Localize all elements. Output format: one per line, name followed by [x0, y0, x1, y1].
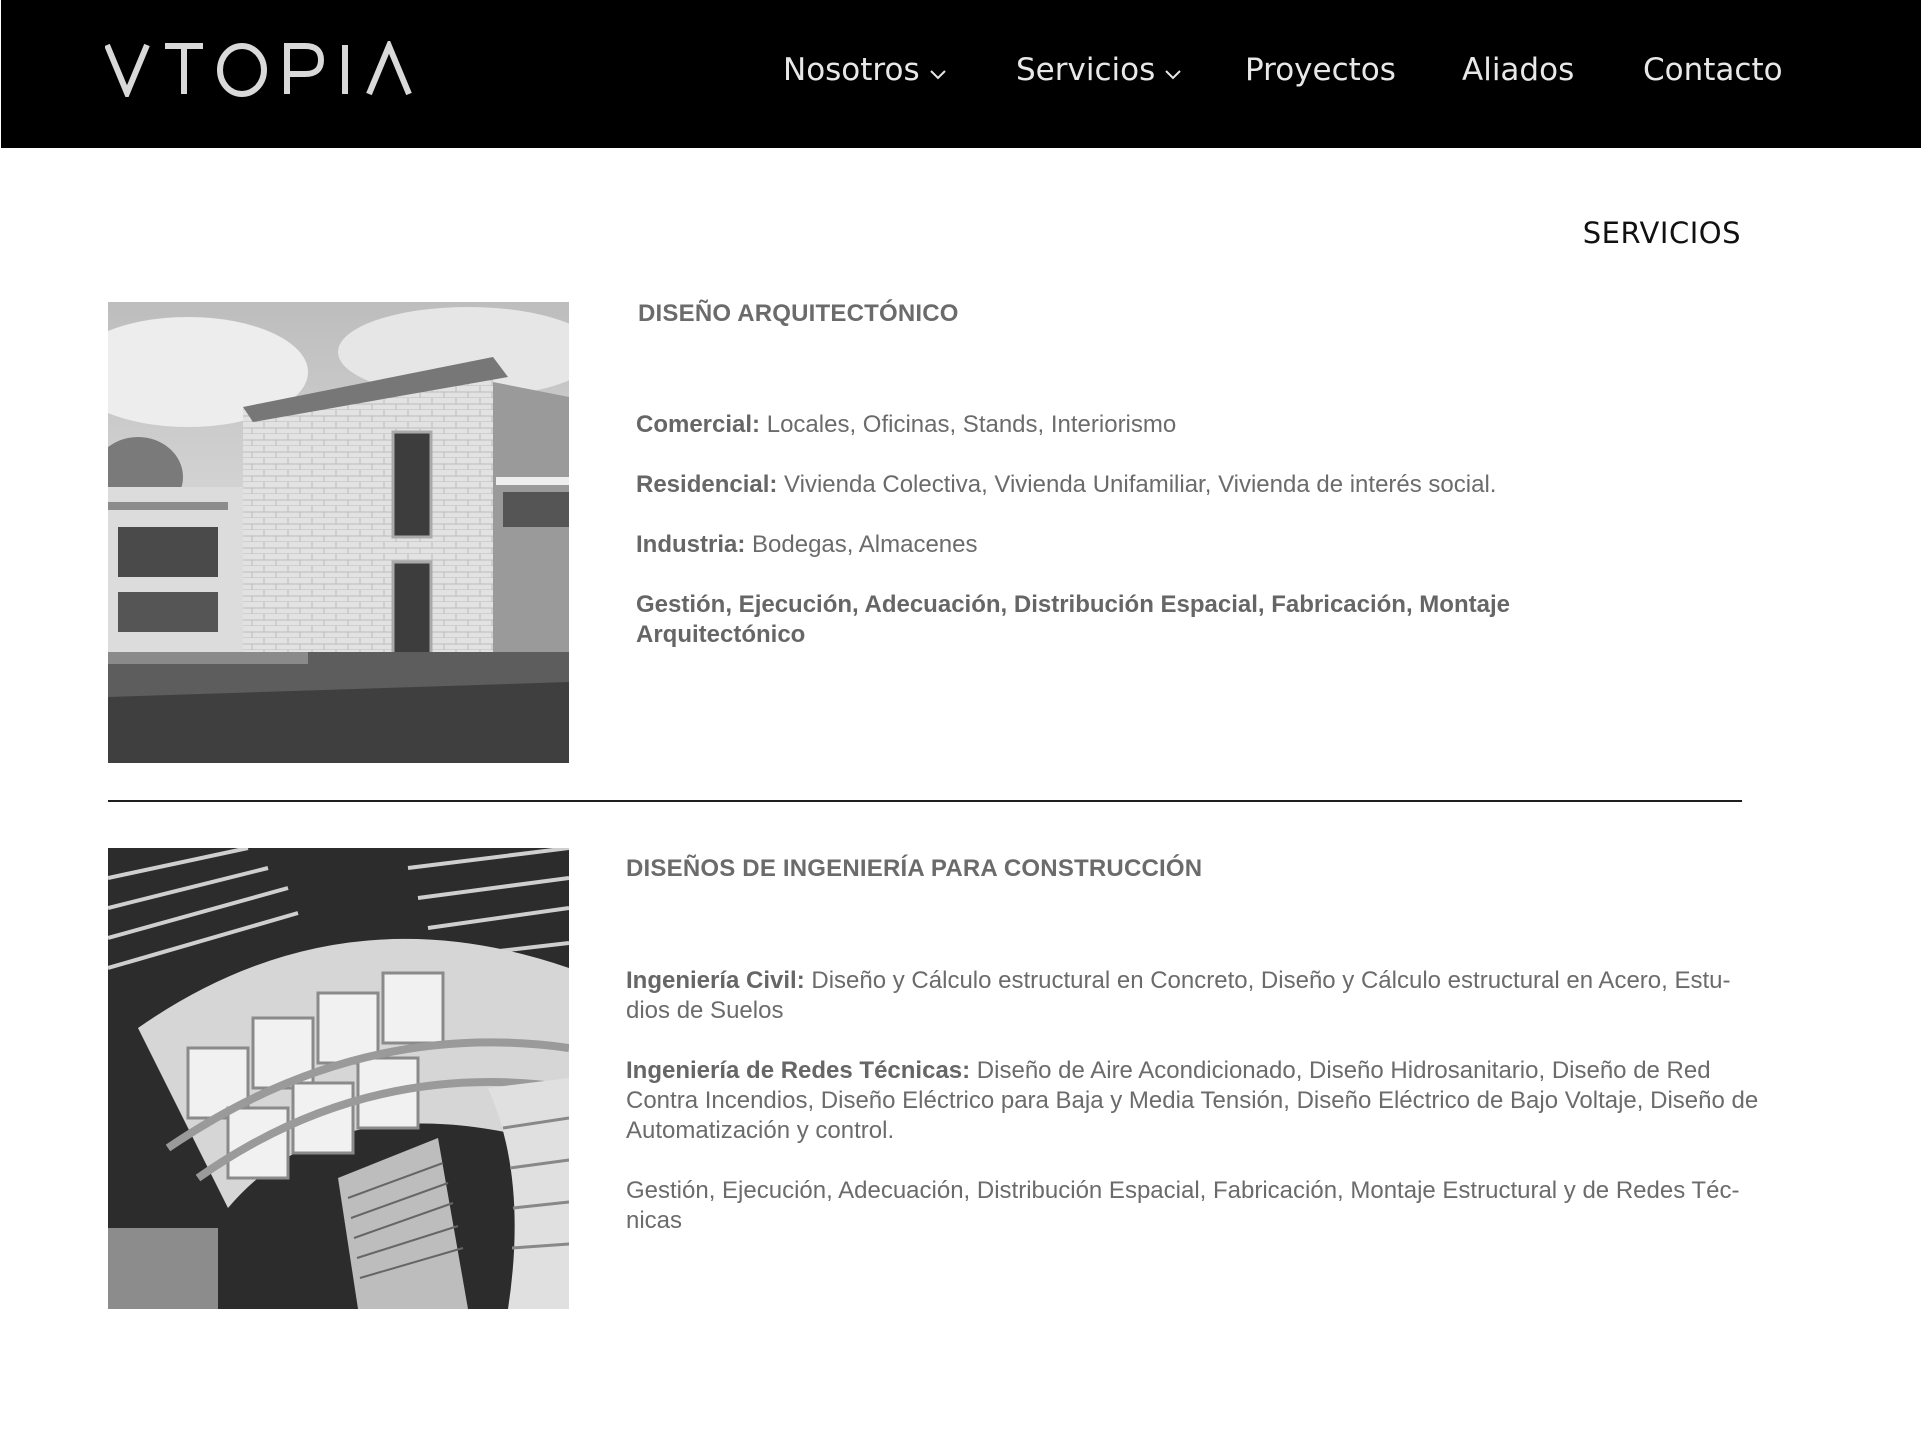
building-photo: [108, 302, 569, 763]
nav-nosotros[interactable]: [783, 48, 946, 92]
service-line: [636, 530, 1666, 560]
service-title: DISEÑOS DE INGENIERÍA PARA CONSTRUCCIÓN: [626, 855, 1203, 882]
service-line: [636, 410, 1666, 440]
chevron-down-icon: [1165, 52, 1181, 88]
service-line: [626, 1056, 1771, 1146]
service-line-text: Diseño de Aire Acondicionado, Diseño Hidrosanitario, Diseño de Red Contra Incendios, Diseño Eléctrico para Baja y Media Tensión, Diseño Eléctrico de Bajo Voltaje, Diseño de Automatización y control.: [626, 1057, 1759, 1144]
building-image: [108, 302, 569, 763]
nav-contacto[interactable]: [1643, 48, 1783, 92]
engineering-image: [108, 848, 569, 1309]
service-line-label: Residencial:: [636, 471, 778, 498]
service-line-label: Comercial:: [636, 411, 761, 438]
nav-label: Aliados: [1462, 52, 1575, 88]
service-line-text: Locales, Oficinas, Stands, Interiorismo: [760, 411, 1177, 438]
nav-label: Nosotros: [783, 52, 920, 88]
service-line-label: Ingeniería Civil:: [626, 967, 805, 994]
nav-proyectos[interactable]: [1245, 48, 1396, 92]
service-line-label: Ingeniería de Redes Técnicas:: [626, 1057, 971, 1084]
service-line: [626, 1176, 1771, 1236]
service-line-label: Industria:: [636, 531, 746, 558]
nav-servicios[interactable]: [1016, 48, 1181, 92]
service-line-text: Vivienda Colectiva, Vivienda Unifamiliar, Vivienda de interés social.: [777, 471, 1497, 498]
service-line: [636, 590, 1576, 650]
service-line: [636, 470, 1666, 500]
nav-aliados[interactable]: [1462, 48, 1574, 92]
service-title: DISEÑO ARQUITECTÓNICO: [638, 300, 959, 327]
service-line-text: Diseño y Cálculo estructural en Concreto, Diseño y Cálculo estructural en Acero, Estu-dios de Suelos: [626, 967, 1731, 1024]
service-description: [636, 410, 1666, 680]
nav-label: Proyectos: [1245, 52, 1396, 88]
nav-label: Contacto: [1643, 52, 1783, 88]
page-title: SERVICIOS: [1582, 216, 1741, 250]
top-navigation-bar: [1, 0, 1921, 148]
chevron-down-icon: [930, 52, 946, 88]
service-line: [626, 966, 1771, 1026]
main-nav: [1, 0, 1921, 148]
service-description: [626, 966, 1771, 1266]
service-line-label: Gestión, Ejecución, Adecuación, Distribución Espacial, Fabricación, Montaje Arquitectónico: [636, 591, 1510, 648]
nav-label: Servicios: [1016, 52, 1156, 88]
service-line-text: Bodegas, Almacenes: [745, 531, 978, 558]
section-divider: [108, 800, 1742, 802]
service-line-text: Gestión, Ejecución, Adecuación, Distribución Espacial, Fabricación, Montaje Estructural y de Redes Téc-nicas: [626, 1177, 1740, 1234]
engineering-photo: [108, 848, 569, 1309]
